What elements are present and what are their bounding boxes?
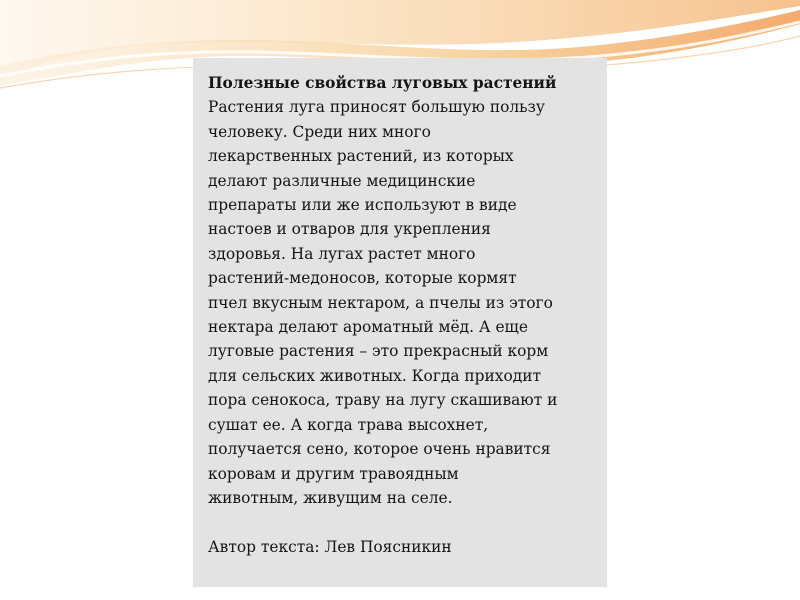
body-line: здоровья. На лугах растет много	[208, 244, 476, 263]
body-line: сушат ее. А когда трава высохнет,	[208, 415, 489, 434]
body-line: животным, живущим на селе.	[208, 488, 453, 507]
text-card	[193, 58, 607, 587]
body-line: пчел вкусным нектаром, а пчелы из этого	[208, 293, 553, 312]
text-content	[208, 71, 600, 559]
body-line: делают различные медицинские	[208, 171, 476, 190]
body-line: получается сено, которое очень нравится	[208, 440, 551, 459]
body-line: лекарственных растений, из которых	[208, 147, 514, 166]
body-line: луговые растения – это прекрасный корм	[208, 342, 549, 361]
body-line: коровам и другим травоядным	[208, 464, 459, 483]
body-line: для сельских животных. Когда приходит	[208, 366, 541, 385]
card-title: Полезные свойства луговых растений	[208, 74, 557, 92]
body-line: Растения луга приносят большую пользу	[208, 98, 545, 117]
author-credit: Автор текста: Лев Поясникин	[208, 537, 452, 556]
body-line: препараты или же используют в виде	[208, 196, 517, 215]
body-line: растений-медоносов, которые кормят	[208, 269, 517, 288]
body-line: пора сенокоса, траву на лугу скашивают и	[208, 391, 558, 410]
paragraph-spacer	[208, 510, 600, 534]
body-line: человеку. Среди них много	[208, 122, 431, 141]
body-line: настоев и отваров для укрепления	[208, 220, 491, 239]
body-line: нектара делают ароматный мёд. А еще	[208, 318, 528, 337]
